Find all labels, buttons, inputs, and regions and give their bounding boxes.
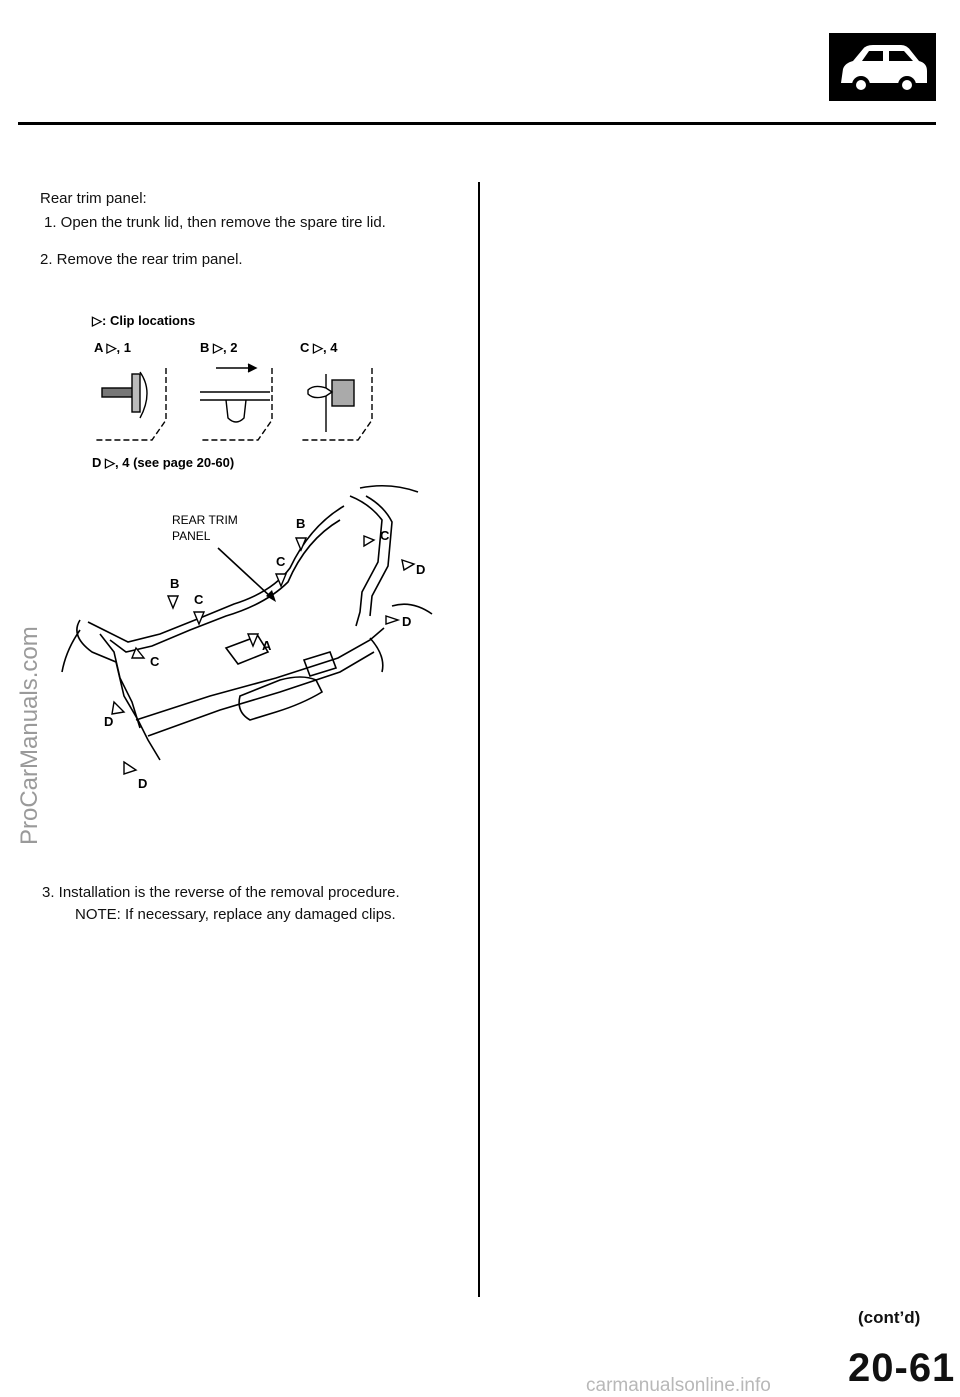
watermark: ProCarManuals.com [16, 626, 43, 845]
svg-text:C: C [276, 554, 286, 569]
clip-a-label: A ▷, 1 [94, 340, 131, 355]
svg-text:B: B [170, 576, 180, 591]
clip-b-label: B ▷, 2 [200, 340, 238, 355]
clip-d-label: D ▷, 4 (see page 20-60) [92, 455, 235, 470]
step-2: 2. Remove the rear trim panel. [40, 251, 243, 268]
callout-rear-trim: REAR TRIM [172, 513, 238, 527]
clip-c-label: C ▷, 4 [300, 340, 338, 355]
callout-leader [218, 548, 276, 602]
svg-text:D: D [138, 776, 148, 791]
callout-panel: PANEL [172, 529, 211, 543]
step-3: 3. Installation is the reverse of the removal procedure. [42, 884, 400, 901]
clip-b-detail [200, 364, 272, 440]
svg-text:A: A [262, 638, 272, 653]
svg-text:B: B [296, 516, 306, 531]
page-number: 20-61 [848, 1346, 956, 1390]
svg-text:D: D [402, 614, 412, 629]
clip-c-detail [302, 368, 372, 440]
footer-site: carmanualsonline.info [586, 1375, 771, 1396]
svg-text:C: C [380, 528, 390, 543]
note: NOTE: If necessary, replace any damaged clips. [75, 906, 396, 923]
car-icon [829, 33, 936, 101]
svg-text:C: C [194, 592, 204, 607]
section-heading: Rear trim panel: [40, 190, 147, 207]
continued-label: (cont’d) [858, 1308, 921, 1327]
svg-text:C: C [150, 654, 160, 669]
rear-trim-panel-drawing [62, 486, 432, 760]
legend-title: ▷: Clip locations [92, 313, 196, 328]
header-rule [18, 122, 936, 125]
svg-text:D: D [416, 562, 426, 577]
clip-locations-figure [40, 300, 460, 825]
svg-text:D: D [104, 714, 114, 729]
column-divider [478, 182, 480, 1297]
clip-a-detail [96, 368, 166, 440]
step-1: 1. Open the trunk lid, then remove the spare tire lid. [44, 214, 386, 231]
